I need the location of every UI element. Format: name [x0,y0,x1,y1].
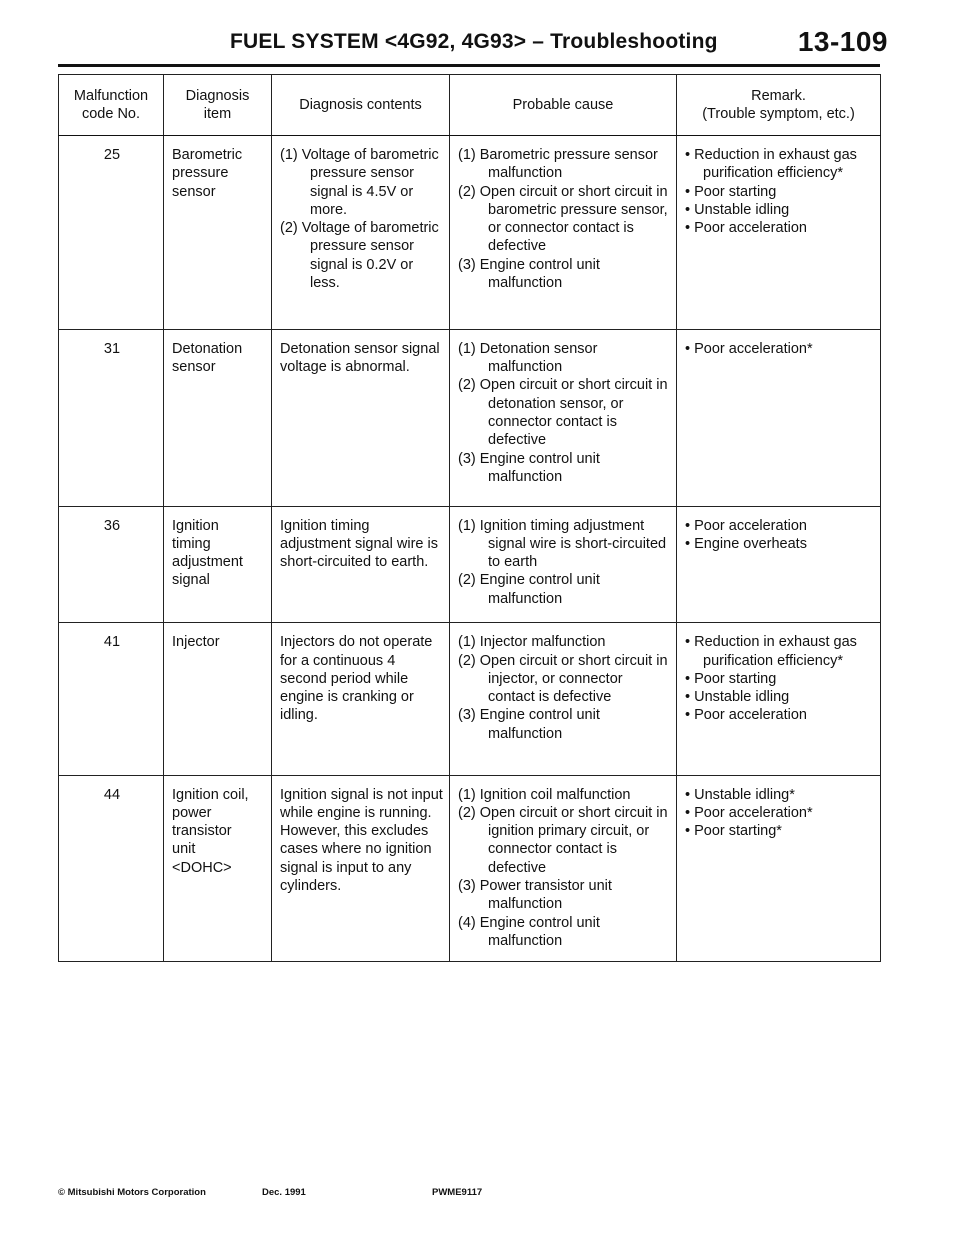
causes-entry: (1) Injector malfunction [458,634,606,651]
footer-date: Dec. 1991 [262,1187,306,1198]
contents-entry: Injectors do not operate for a continuous 4 second period while engine is cranking or idling. [280,634,433,724]
remark-cell [677,775,881,961]
item-cell [164,775,272,961]
contents-cell [272,136,450,330]
item-line: unit [172,841,196,858]
remark-cell [677,329,881,506]
causes-entry: (3) Engine control unit malfunction [458,707,600,742]
remarks-entry: • Poor acceleration [685,220,807,237]
remarks-entry: • Poor acceleration* [685,340,813,357]
column-header-remark [677,75,881,136]
column-header-line: Probable cause [512,96,614,113]
contents-entry: (1) Voltage of barometric pressure sensor signal is 4.5V or more. [280,147,439,218]
item-line: <DOHC> [172,859,232,876]
troubleshooting-table [58,74,881,962]
causes-entry: (2) Open circuit or short circuit in ignition primary circuit, or connector contact is defective [458,804,668,876]
table-row [59,506,881,623]
column-header-cause [450,75,677,136]
cause-cell [450,329,677,506]
table-row [59,329,881,506]
column-header-line: (Trouble symptom, etc.) [702,106,855,122]
causes-entry: (2) Open circuit or short circuit in detonation sensor, or connector contact is defective [458,377,668,449]
item-line: Ignition [172,517,219,534]
table-header-row [59,75,881,136]
contents-entry: Ignition signal is not input while engine is running. However, this excludes cases where no ignition signal is input to any cylinders. [280,786,443,894]
remark-cell [677,623,881,775]
remarks-entry: • Poor acceleration [685,707,807,724]
column-header-contents [272,75,450,136]
remarks-entry: • Reduction in exhaust gas purification efficiency* [685,147,857,182]
footer-copyright: © Mitsubishi Motors Corporation [58,1187,206,1198]
code-cell: 41 [59,623,164,775]
remarks-entry: • Poor starting* [685,823,782,840]
contents-entry: Detonation sensor signal voltage is abnormal. [280,340,440,376]
remarks-entry: • Engine overheats [685,535,807,552]
code-cell: 36 [59,506,164,623]
causes-entry: (2) Engine control unit malfunction [458,572,600,607]
column-header-line: Diagnosis contents [299,96,422,113]
table-row [59,136,881,330]
page-title: FUEL SYSTEM <4G92, 4G93> – Troubleshooting [230,30,718,53]
contents-entry: (2) Voltage of barometric pressure sensor signal is 0.2V or less. [280,220,439,292]
contents-cell [272,775,450,961]
item-line: power [172,804,212,821]
code-cell: 25 [59,136,164,330]
cause-cell [450,136,677,330]
causes-entry: (3) Engine control unit malfunction [458,450,600,485]
item-cell [164,136,272,330]
item-cell [164,623,272,775]
item-cell [164,506,272,623]
column-header-line: item [203,106,232,122]
table-row [59,623,881,775]
page-number: 13-109 [797,26,888,57]
contents-cell [272,623,450,775]
remarks-entry: • Unstable idling [685,201,790,218]
item-line: signal [172,572,210,589]
contents-entry: Ignition timing adjustment signal wire is short-circuited to earth. [280,517,438,571]
item-line: adjustment [172,554,243,571]
column-header-line: Diagnosis [185,87,250,104]
causes-entry: (2) Open circuit or short circuit in injector, or connector contact is defective [458,652,668,706]
causes-entry: (1) Ignition coil malfunction [458,786,631,803]
cause-cell [450,775,677,961]
cause-cell [450,623,677,775]
remarks-entry: • Poor starting [685,183,777,200]
code-cell: 31 [59,329,164,506]
item-line: timing [172,535,211,552]
remark-cell [677,506,881,623]
header-rule [58,64,880,67]
column-header-line: Remark. [751,87,806,104]
column-header-line: Malfunction [73,87,149,104]
causes-entry: (3) Engine control unit malfunction [458,256,600,292]
table-row [59,775,881,961]
causes-entry: (3) Power transistor unit malfunction [458,878,612,913]
item-line: Ignition coil, [172,786,249,803]
remarks-entry: • Poor acceleration [685,517,807,534]
causes-entry: (4) Engine control unit malfunction [458,914,600,949]
remark-cell [677,136,881,330]
contents-cell [272,506,450,623]
remarks-entry: • Poor starting [685,670,777,687]
causes-entry: (1) Barometric pressure sensor malfunction [458,147,658,182]
remarks-entry: • Poor acceleration* [685,804,813,821]
contents-cell [272,329,450,506]
remarks-entry: • Reduction in exhaust gas purification efficiency* [685,634,857,669]
remarks-entry: • Unstable idling [685,689,790,706]
footer-doc-code: PWME9117 [432,1187,483,1198]
cause-cell [450,506,677,623]
causes-entry: (2) Open circuit or short circuit in barometric pressure sensor, or connector contact is defective [458,183,668,255]
column-header-item [164,75,272,136]
item-line: sensor [172,359,216,376]
causes-entry: (1) Detonation sensor malfunction [458,340,598,376]
item-line: transistor [172,823,232,840]
remarks-entry: • Unstable idling* [685,786,795,803]
item-line: sensor [172,183,216,200]
table-body [59,136,881,962]
column-header-line: code No. [81,106,141,122]
causes-entry: (1) Ignition timing adjustment signal wire is short-circuited to earth [458,517,667,571]
item-line: Detonation [172,340,243,357]
item-line: Barometric [172,147,243,163]
item-line: pressure [172,165,229,182]
column-header-code [59,75,164,136]
code-cell: 44 [59,775,164,961]
item-cell [164,329,272,506]
item-line: Injector [172,634,220,651]
